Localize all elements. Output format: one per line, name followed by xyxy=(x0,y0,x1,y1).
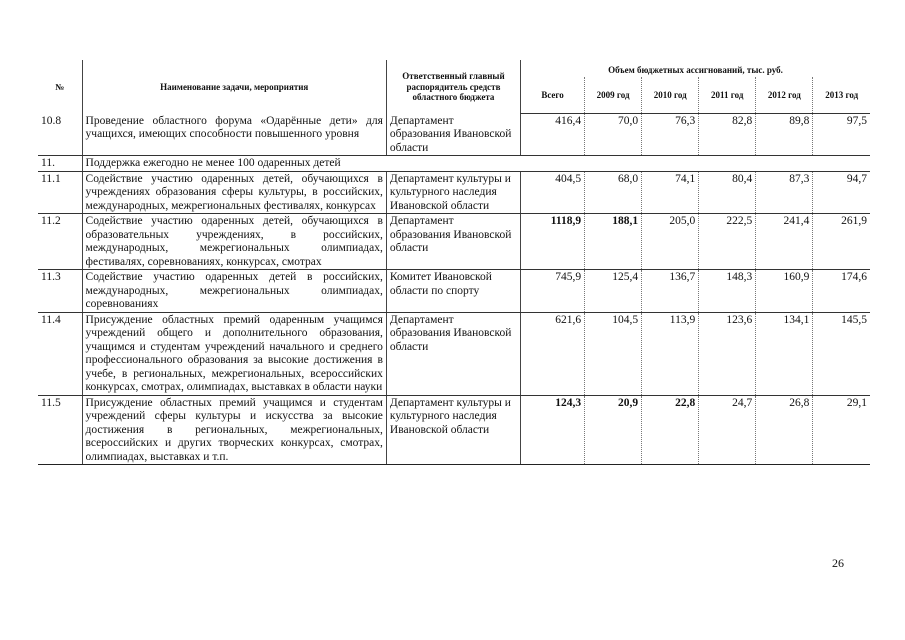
row-2011: 222,5 xyxy=(699,214,756,270)
row-2013: 174,6 xyxy=(813,270,870,313)
row-total: 745,9 xyxy=(521,270,585,313)
row-2009: 68,0 xyxy=(585,171,642,214)
header-year-2009: 2009 год xyxy=(585,77,642,114)
row-2012: 26,8 xyxy=(756,395,813,465)
row-total: 404,5 xyxy=(521,171,585,214)
row-2012: 87,3 xyxy=(756,171,813,214)
row-num: 11. xyxy=(38,156,82,172)
row-2011: 80,4 xyxy=(699,171,756,214)
row-total: 621,6 xyxy=(521,312,585,395)
table-row xyxy=(38,312,870,395)
table-row xyxy=(38,156,870,172)
header-num: № xyxy=(55,81,65,92)
header-volume: Объем бюджетных ассигнований, тыс. руб. xyxy=(521,60,870,77)
row-dept: Департамент образования Ивановской области xyxy=(386,214,520,270)
row-2010: 22,8 xyxy=(642,395,699,465)
row-2012: 134,1 xyxy=(756,312,813,395)
row-dept: Комитет Ивановской области по спорту xyxy=(386,270,520,313)
row-2009: 20,9 xyxy=(585,395,642,465)
row-total: 1118,9 xyxy=(521,214,585,270)
row-name: Присуждение областных премий учащимся и студентам учреждений сферы культуры и искусства за высокие достижения в региональных, межрегиональных, всероссийских и других творческих конкурсах, смотрах, олимпиадах, выставках и т.п. xyxy=(82,395,386,465)
table-row xyxy=(38,214,870,270)
table-row xyxy=(38,171,870,214)
row-section-title: Поддержка ежегодно не менее 100 одаренных детей xyxy=(82,156,870,172)
row-num: 11.1 xyxy=(38,171,82,214)
row-name: Содействие участию одаренных детей, обучающихся в учреждениях образования сферы культуры, в российских, международных, межрегиональных фестивалях, конкурсах xyxy=(82,171,386,214)
row-name: Содействие участию одаренных детей, обучающихся в образовательных учреждениях, в российских, международных, межрегиональных олимпиадах, фестивалях, соревнованиях, конкурсах, смотрах xyxy=(82,214,386,270)
row-2010: 136,7 xyxy=(642,270,699,313)
row-2011: 123,6 xyxy=(699,312,756,395)
row-total: 124,3 xyxy=(521,395,585,465)
row-2009: 188,1 xyxy=(585,214,642,270)
row-2012: 241,4 xyxy=(756,214,813,270)
row-total: 416,4 xyxy=(521,114,585,156)
row-2013: 94,7 xyxy=(813,171,870,214)
header-year-2012: 2012 год xyxy=(756,77,813,114)
row-num: 11.2 xyxy=(38,214,82,270)
row-dept: Департамент образования Ивановской области xyxy=(386,312,520,395)
row-num: 10.8 xyxy=(38,114,82,156)
table-row xyxy=(38,270,870,313)
table-row xyxy=(38,114,870,156)
row-num: 11.5 xyxy=(38,395,82,465)
row-dept: Департамент культуры и культурного наследия Ивановской области xyxy=(386,171,520,214)
page-number: 26 xyxy=(832,556,844,570)
row-2011: 82,8 xyxy=(699,114,756,156)
row-num: 11.4 xyxy=(38,312,82,395)
header-year-2013: 2013 год xyxy=(813,77,870,114)
row-2010: 74,1 xyxy=(642,171,699,214)
row-2012: 160,9 xyxy=(756,270,813,313)
row-2011: 148,3 xyxy=(699,270,756,313)
row-2013: 145,5 xyxy=(813,312,870,395)
row-name: Присуждение областных премий одаренным учащимся учреждений общего и дополнительного образования, учащимся и студентам учреждений начального и среднего профессионального образования за высокие достижения в учебе, в региональных, межрегиональных, всероссийских конкурсах, смотрах, олимпиадах, выставках в области науки xyxy=(82,312,386,395)
row-2010: 205,0 xyxy=(642,214,699,270)
row-num: 11.3 xyxy=(38,270,82,313)
header-total: Всего xyxy=(521,77,585,114)
header-year-2011: 2011 год xyxy=(699,77,756,114)
row-name: Содействие участию одаренных детей в российских, международных, межрегиональных олимпиадах, соревнованиях xyxy=(82,270,386,313)
row-2009: 125,4 xyxy=(585,270,642,313)
row-dept: Департамент культуры и культурного наследия Ивановской области xyxy=(386,395,520,465)
header-dept: Ответственный главный распорядитель средств областного бюджета xyxy=(386,60,520,114)
row-2013: 261,9 xyxy=(813,214,870,270)
table-row xyxy=(38,395,870,465)
row-2009: 70,0 xyxy=(585,114,642,156)
row-2013: 97,5 xyxy=(813,114,870,156)
row-2010: 76,3 xyxy=(642,114,699,156)
row-2011: 24,7 xyxy=(699,395,756,465)
row-name: Проведение областного форума «Одарённые дети» для учащихся, имеющих способности повышенного уровня xyxy=(82,114,386,156)
row-2009: 104,5 xyxy=(585,312,642,395)
row-dept: Департамент образования Ивановской области xyxy=(386,114,520,156)
row-2013: 29,1 xyxy=(813,395,870,465)
header-name: Наименование задачи, мероприятия xyxy=(82,60,386,114)
header-year-2010: 2010 год xyxy=(642,77,699,114)
budget-table xyxy=(38,60,870,465)
row-2012: 89,8 xyxy=(756,114,813,156)
row-2010: 113,9 xyxy=(642,312,699,395)
